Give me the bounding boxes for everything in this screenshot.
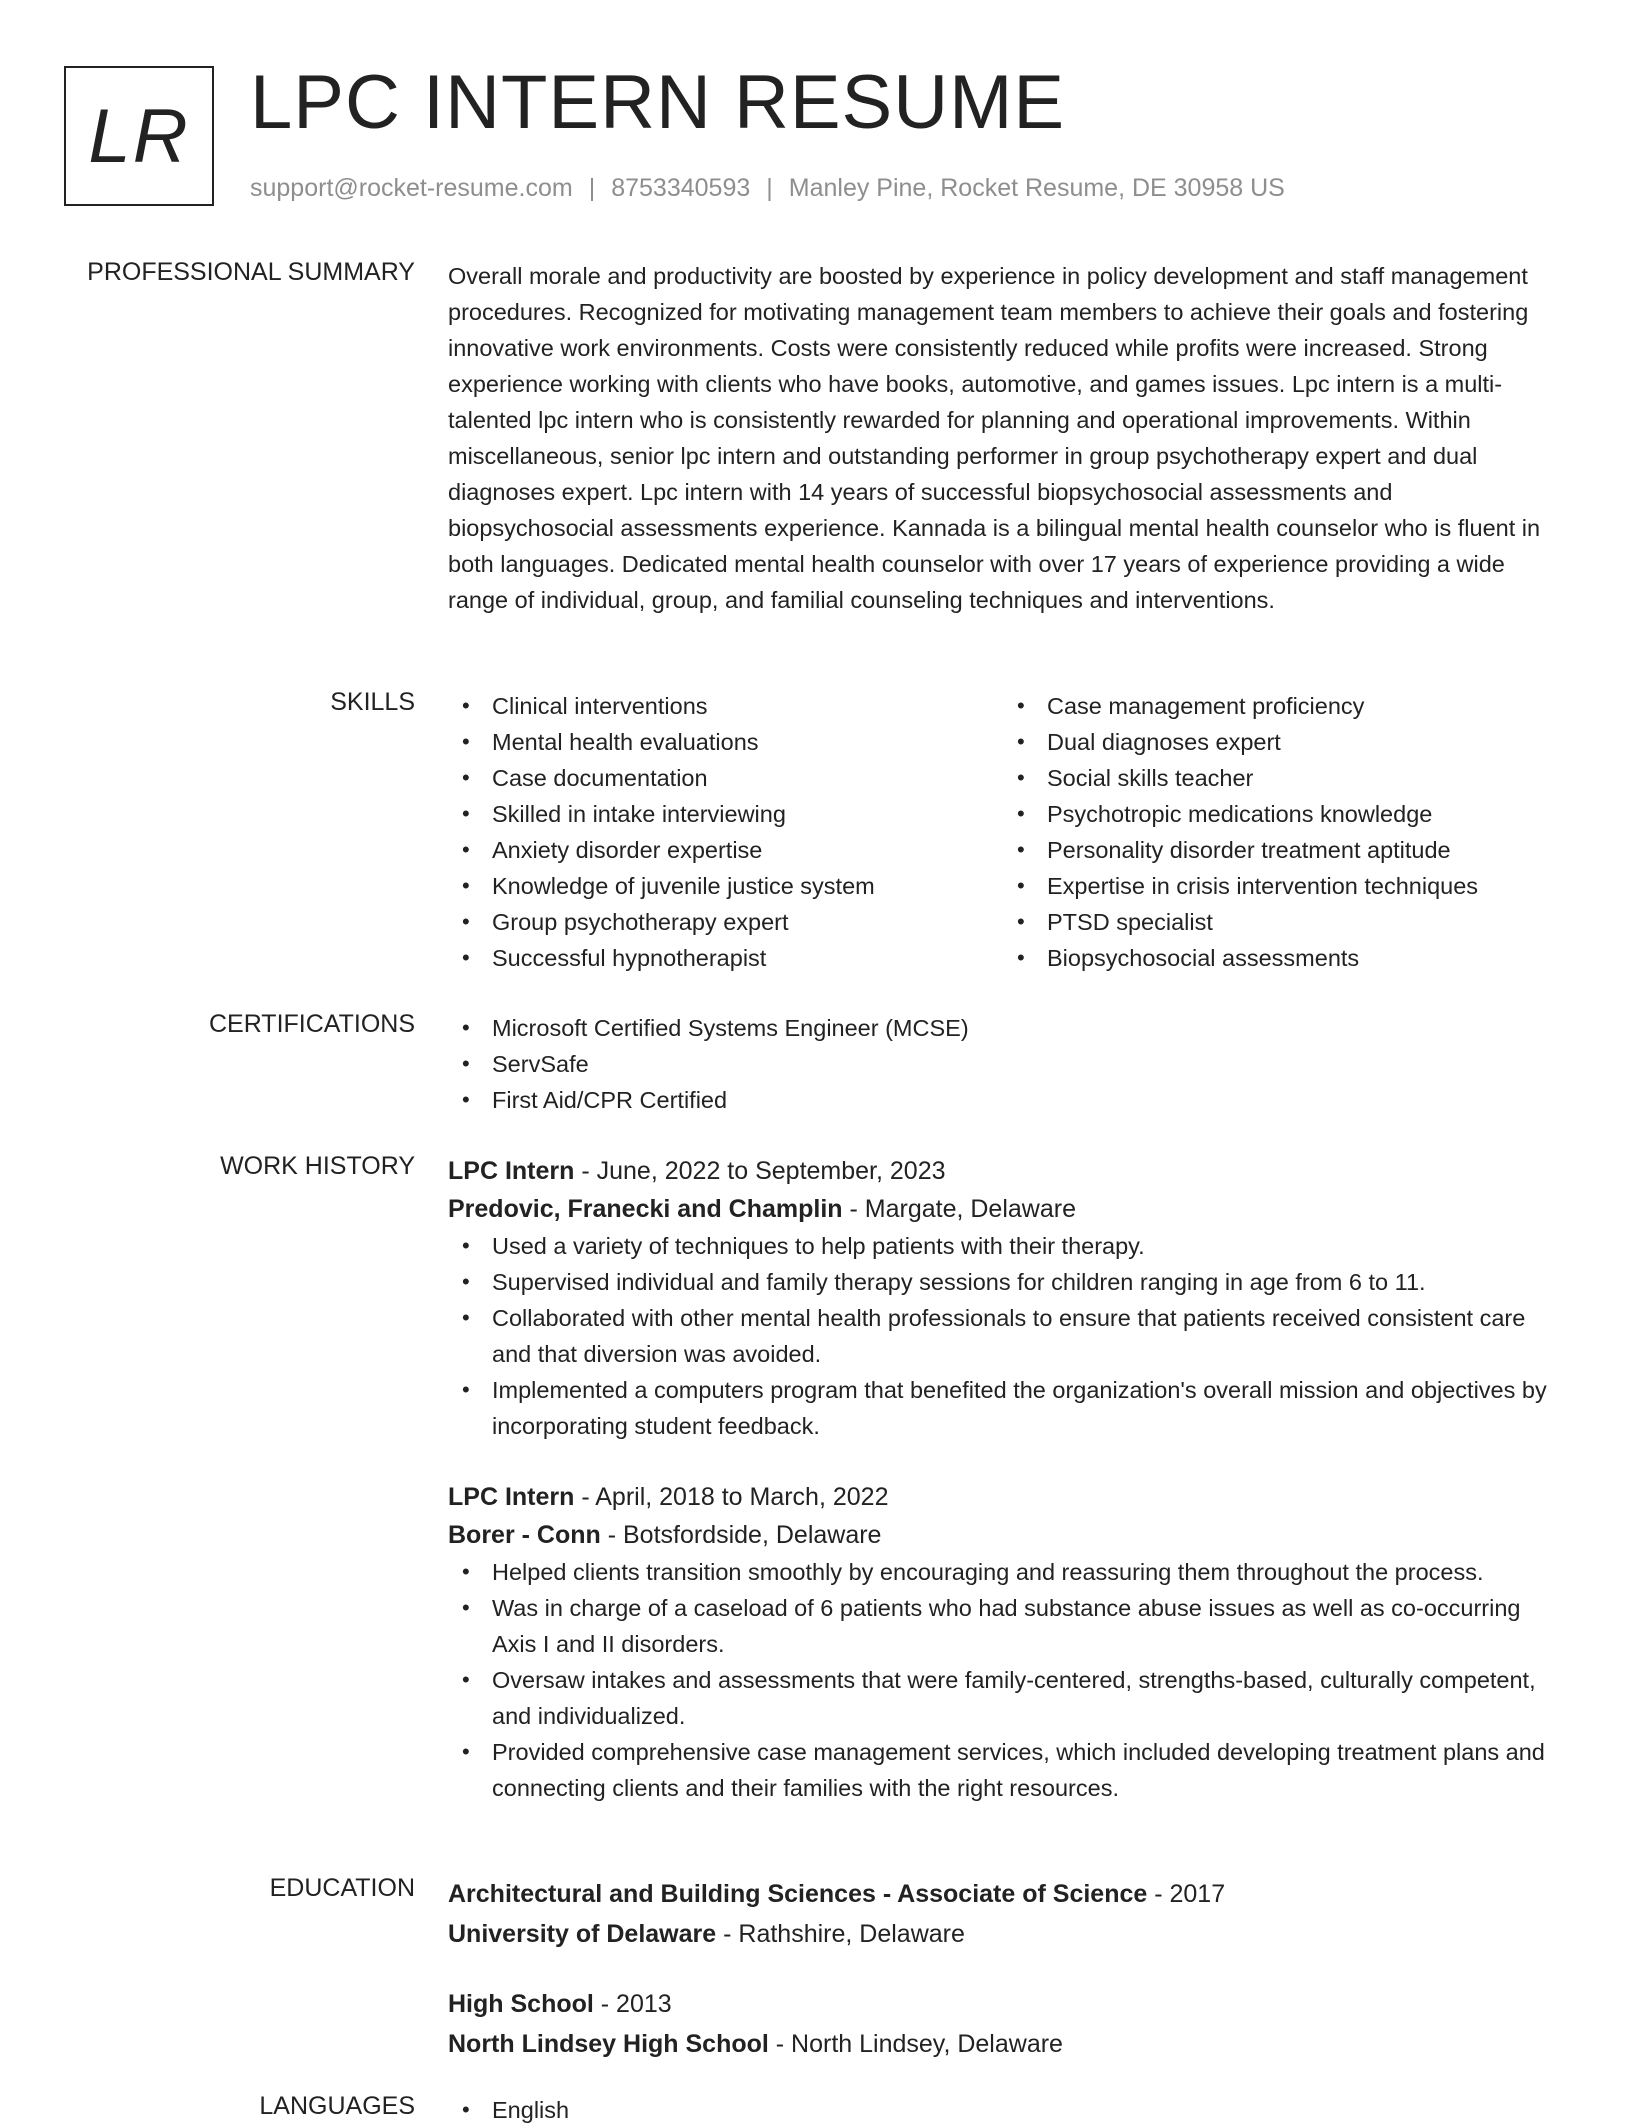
resume-header xyxy=(0,0,1632,240)
skill-item: • Social skills teacher xyxy=(1047,760,1558,796)
skill-item: • Case management proficiency xyxy=(1047,688,1558,724)
skill-item: • Expertise in crisis intervention techniques xyxy=(1047,868,1558,904)
job-title-line xyxy=(448,1152,1558,1190)
education-school-line xyxy=(448,1914,1558,1954)
skill-item: • Anxiety disorder expertise xyxy=(492,832,1003,868)
contact-email[interactable]: support@rocket-resume.com xyxy=(250,174,573,202)
certifications-list xyxy=(448,1010,1558,1118)
skill-item: • Group psychotherapy expert xyxy=(492,904,1003,940)
job-bullet: • Implemented a computers program that benefited the organization's overall mission and objectives by incorporating student feedback. xyxy=(492,1372,1558,1444)
job-company: Predovic, Franecki and Champlin xyxy=(448,1195,843,1223)
education-school: University of Delaware xyxy=(448,1920,717,1948)
section-label-education: EDUCATION xyxy=(269,1874,415,1902)
section-label-skills: SKILLS xyxy=(330,688,415,716)
job-title: LPC Intern xyxy=(448,1157,575,1185)
language-item: • English xyxy=(492,2092,1558,2128)
section-label-summary: PROFESSIONAL SUMMARY xyxy=(87,258,415,286)
job-location: - Margate, Delaware xyxy=(842,1195,1076,1223)
education-year: - 2017 xyxy=(1147,1880,1226,1908)
education-location: - North Lindsey, Delaware xyxy=(768,2030,1063,2058)
skill-item: • Skilled in intake interviewing xyxy=(492,796,1003,832)
job-bullet: • Helped clients transition smoothly by encouraging and reassuring them throughout the process. xyxy=(492,1554,1558,1590)
job-bullet: • Used a variety of techniques to help patients with their therapy. xyxy=(492,1228,1558,1264)
education-content xyxy=(448,1874,1558,2064)
skill-item: • Personality disorder treatment aptitude xyxy=(1047,832,1558,868)
job-bullets xyxy=(448,1228,1558,1444)
job-company-line xyxy=(448,1190,1558,1228)
education-school-line xyxy=(448,2024,1558,2064)
section-label-work-history: WORK HISTORY xyxy=(220,1152,415,1180)
skills-list-right xyxy=(1003,688,1558,976)
languages-content xyxy=(448,2092,1558,2128)
contact-phone[interactable]: 8753340593 xyxy=(611,174,751,202)
education-degree-line xyxy=(448,1984,1558,2024)
education-degree: Architectural and Building Sciences - Associate of Science xyxy=(448,1880,1148,1908)
skills-columns xyxy=(448,688,1558,976)
languages-list xyxy=(448,2092,1558,2128)
education-degree-line xyxy=(448,1874,1558,1914)
education-entry xyxy=(448,1874,1558,1954)
job-bullets xyxy=(448,1554,1558,1806)
job-entry xyxy=(448,1152,1558,1444)
job-title: LPC Intern xyxy=(448,1483,575,1511)
skill-item: • Case documentation xyxy=(492,760,1003,796)
job-dates: - April, 2018 to March, 2022 xyxy=(574,1483,889,1511)
contact-separator: | xyxy=(766,174,773,202)
work-history-content xyxy=(448,1152,1558,1806)
certification-item: • Microsoft Certified Systems Engineer (MCSE) xyxy=(492,1010,1558,1046)
certifications-content xyxy=(448,1010,1558,1118)
education-school: North Lindsey High School xyxy=(448,2030,769,2058)
section-label-certifications: CERTIFICATIONS xyxy=(208,1010,415,1038)
job-company-line xyxy=(448,1516,1558,1554)
skill-item: • Mental health evaluations xyxy=(492,724,1003,760)
certification-item: • First Aid/CPR Certified xyxy=(492,1082,1558,1118)
summary-content xyxy=(448,258,1558,618)
job-title-line xyxy=(448,1478,1558,1516)
education-degree: High School xyxy=(448,1990,594,2018)
job-bullet: • Oversaw intakes and assessments that were family-centered, strengths-based, culturally competent, and individualized. xyxy=(492,1662,1558,1734)
skills-list-left xyxy=(448,688,1003,976)
skill-item: • Dual diagnoses expert xyxy=(1047,724,1558,760)
skill-item: • Knowledge of juvenile justice system xyxy=(492,868,1003,904)
job-company: Borer - Conn xyxy=(448,1521,601,1549)
skill-item: • Biopsychosocial assessments xyxy=(1047,940,1558,976)
job-bullet: • Was in charge of a caseload of 6 patients who had substance abuse issues as well as co-occurring Axis I and II disorders. xyxy=(492,1590,1558,1662)
job-bullet: • Provided comprehensive case management services, which included developing treatment plans and connecting clients and their families with the right resources. xyxy=(492,1734,1558,1806)
job-entry xyxy=(448,1478,1558,1806)
skill-item: • Successful hypnotherapist xyxy=(492,940,1003,976)
skill-item: • Clinical interventions xyxy=(492,688,1003,724)
contact-address: Manley Pine, Rocket Resume, DE 30958 US xyxy=(788,174,1285,202)
job-bullet: • Collaborated with other mental health professionals to ensure that patients received consistent care and that diversion was avoided. xyxy=(492,1300,1558,1372)
monogram-logo: LR xyxy=(64,66,214,206)
contact-separator: | xyxy=(588,174,596,202)
certification-item: • ServSafe xyxy=(492,1046,1558,1082)
skill-item: • PTSD specialist xyxy=(1047,904,1558,940)
summary-text: Overall morale and productivity are boosted by experience in policy development and staff management procedures. Recognized for motivating management team members to achieve their goals and fostering innovative work environments. Costs were consistently reduced while profits were increased. Strong experience working with clients who have books, automotive, and games issues. Lpc intern is a multi-talented lpc intern who is consistently rewarded for planning and operational improvements. Within miscellaneous, senior lpc intern and outstanding performer in group psychotherapy expert and dual diagnoses expert. Lpc intern with 14 years of successful biopsychosocial assessments and biopsychosocial assessments experience. Kannada is a bilingual mental health counselor who is fluent in both languages. Dedicated mental health counselor with over 17 years of experience providing a wide range of individual, group, and familial counseling techniques and interventions. xyxy=(448,263,1541,613)
education-location: - Rathshire, Delaware xyxy=(716,1920,965,1948)
contact-line xyxy=(250,174,1285,203)
education-year: - 2013 xyxy=(593,1990,672,2018)
section-label-languages: LANGUAGES xyxy=(259,2092,415,2120)
education-entry xyxy=(448,1984,1558,2064)
job-bullet: • Supervised individual and family therapy sessions for children ranging in age from 6 to 11. xyxy=(492,1264,1558,1300)
resume-title: LPC INTERN RESUME xyxy=(250,60,1066,145)
skill-item: • Psychotropic medications knowledge xyxy=(1047,796,1558,832)
job-location: - Botsfordside, Delaware xyxy=(600,1521,882,1549)
job-dates: - June, 2022 to September, 2023 xyxy=(574,1157,946,1185)
